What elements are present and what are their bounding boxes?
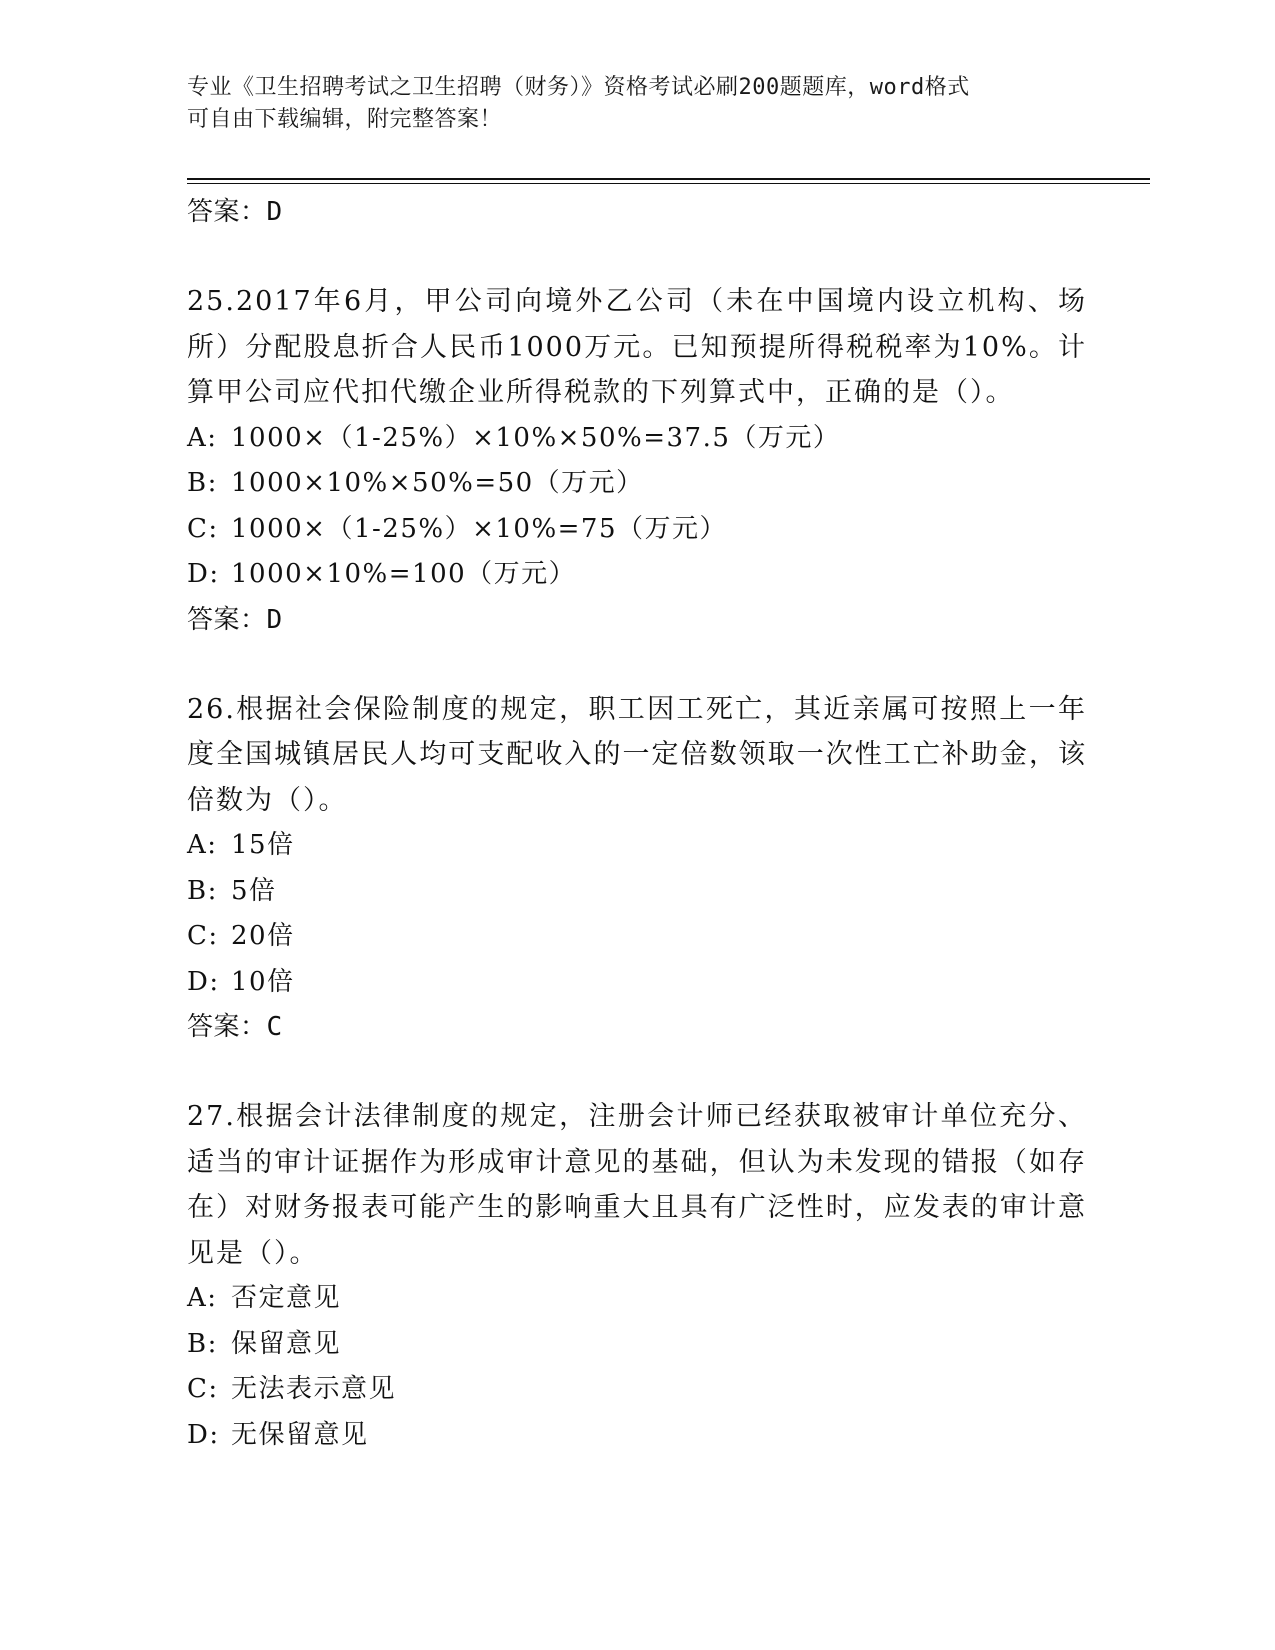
option-key: B: xyxy=(187,1328,218,1359)
question-block-25 xyxy=(187,279,1087,642)
option-c xyxy=(187,507,1087,553)
option-text: 20倍 xyxy=(231,921,295,951)
option-d xyxy=(187,552,1087,598)
option-text: 1000×10%×50%=50（万元） xyxy=(231,468,644,498)
option-d xyxy=(187,960,1087,1006)
option-key: D: xyxy=(187,1419,220,1450)
answer-prev: 答案：D xyxy=(187,197,283,227)
option-c xyxy=(187,914,1087,960)
option-key: C: xyxy=(187,513,219,544)
answer-26: 答案：C xyxy=(187,1012,283,1042)
option-text: 10倍 xyxy=(231,966,295,997)
option-b xyxy=(187,1322,1087,1368)
option-key: A: xyxy=(187,422,218,453)
option-text: 否定意见 xyxy=(231,1283,342,1313)
option-a xyxy=(187,1276,1087,1322)
question-text-26: 26.根据社会保险制度的规定，职工因工死亡，其近亲属可按照上一年度全国城镇居民人均可支配收入的一定倍数领取一次性工亡补助金，该倍数为（）。 xyxy=(187,693,1087,816)
option-b xyxy=(187,461,1087,507)
option-key: B: xyxy=(187,468,218,498)
option-a xyxy=(187,416,1087,462)
option-text: 5倍 xyxy=(231,875,277,906)
option-key: C: xyxy=(187,1374,219,1404)
option-text: 1000×（1-25%）×10%=75（万元） xyxy=(231,513,728,544)
option-key: D: xyxy=(187,966,220,997)
answer-25: 答案：D xyxy=(187,604,283,635)
option-key: A: xyxy=(187,830,218,860)
question-text-27: 27.根据会计法律制度的规定，注册会计师已经获取被审计单位充分、适当的审计证据作为形成审计意见的基础，但认为未发现的错报（如存在）对财务报表可能产生的影响重大且具有广泛性时，应发表的审计意见是（）。 xyxy=(187,1101,1087,1269)
header-rule-thin xyxy=(187,183,1150,184)
question-block-27 xyxy=(187,1094,1087,1458)
option-text: 1000×（1-25%）×10%×50%=37.5（万元） xyxy=(231,422,841,453)
spacer xyxy=(187,642,1087,687)
header-line-1: 专业《卫生招聘考试之卫生招聘（财务）》资格考试必刷200题题库，word格式 xyxy=(187,75,970,100)
header-rule-thick xyxy=(187,178,1150,180)
option-b xyxy=(187,869,1087,915)
option-text: 无法表示意见 xyxy=(231,1374,397,1404)
question-text-25: 25.2017年6月，甲公司向境外乙公司（未在中国境内设立机构、场所）分配股息折合人民币1000万元。已知预提所得税税率为10%。计算甲公司应代扣代缴企业所得税款的下列算式中，正确的是（）。 xyxy=(187,286,1087,408)
option-key: B: xyxy=(187,875,218,906)
option-key: D: xyxy=(187,559,220,589)
option-key: A: xyxy=(187,1283,218,1313)
spacer xyxy=(187,1049,1087,1094)
option-text: 1000×10%=100（万元） xyxy=(231,559,577,589)
option-text: 保留意见 xyxy=(231,1328,342,1359)
option-c xyxy=(187,1367,1087,1413)
option-a xyxy=(187,823,1087,869)
option-key: C: xyxy=(187,921,219,951)
option-d xyxy=(187,1413,1087,1459)
option-text: 15倍 xyxy=(231,830,295,860)
page-header xyxy=(187,72,1067,136)
question-block-26 xyxy=(187,687,1087,1050)
header-line-2: 可自由下载编辑，附完整答案！ xyxy=(187,107,503,132)
option-text: 无保留意见 xyxy=(231,1419,369,1450)
document-body xyxy=(187,190,1087,1458)
spacer xyxy=(187,234,1087,279)
